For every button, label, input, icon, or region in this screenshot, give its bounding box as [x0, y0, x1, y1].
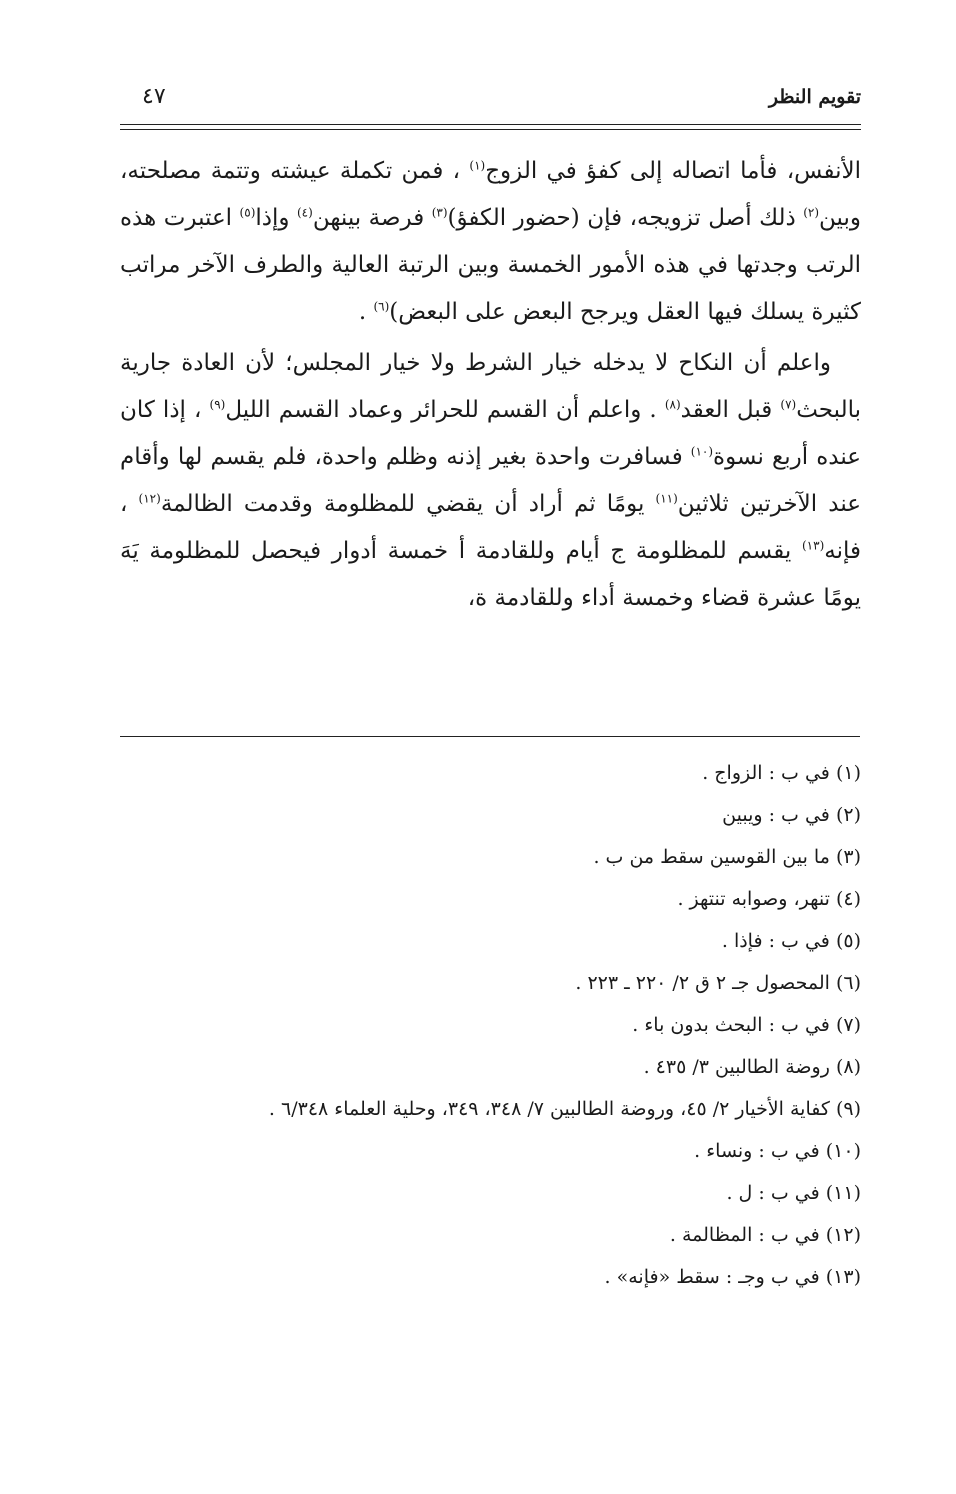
footnote-number: (١): [835, 762, 861, 784]
footnote-separator: [120, 736, 860, 737]
footnote-text: في ب : ل .: [726, 1182, 820, 1204]
footnote-number: (٥): [835, 930, 861, 952]
footnote-ref-8[interactable]: (٨): [664, 397, 681, 412]
text-run: ، إذا كان عنده أربع نسوة: [120, 397, 861, 470]
footnote-text: في ب : المظالمة .: [669, 1224, 820, 1246]
footnote-text: روضة الطالبين ٣/ ٤٣٥ .: [643, 1056, 830, 1078]
footnote-number: (١٣): [825, 1266, 861, 1288]
text-run: فسافرت واحدة بغير إذنه وظلم واحدة، فلم يقسم لها وأقام عند الآخرتين ثلاثين: [120, 444, 862, 517]
footnote-number: (٧): [835, 1014, 861, 1036]
text-run: ، فمن تكملة عيشته وتتمة مصلحته، وبين: [120, 158, 861, 231]
paragraph-2: [120, 340, 861, 622]
footnote-text: ما بين القوسين سقط من ب .: [593, 846, 830, 868]
footnote-text: كفاية الأخيار ٢/ ٤٥، وروضة الطالبين ٧/ ٣٤٨، ٣٤٩، وحلية العلماء ٦/٣٤٨ .: [268, 1098, 830, 1120]
footnote-text: في ب : فإذا .: [721, 930, 830, 952]
text-run: قبل العقد: [680, 397, 781, 423]
text-run: .: [358, 299, 374, 325]
footnote-ref-2[interactable]: (٢): [803, 205, 820, 220]
text-run: فرصة بينهن: [312, 205, 432, 231]
footnote-number: (٨): [835, 1056, 861, 1078]
text-run: وإذا: [255, 205, 297, 231]
footnote-text: في ب : ويبين: [722, 804, 830, 826]
text-run: يقسم للمظلومة ج أيام وللقادمة أ خمسة أدوار فيحصل للمظلومة يَهَ يومًا عشرة قضاء وخمسة أداء وللقادمة ة،: [120, 538, 861, 611]
running-title: تقويم النظر: [768, 86, 861, 108]
text-run: الأنفس، فأما اتصاله إلى كفؤ في الزوج: [485, 158, 861, 184]
footnote-item: [100, 794, 861, 836]
footnote-item: [100, 1004, 861, 1046]
footnote-number: (٤): [835, 888, 861, 910]
footnote-ref-11[interactable]: (١١): [655, 491, 678, 506]
footnote-number: (١٠): [825, 1140, 861, 1162]
footnote-ref-12[interactable]: (١٢): [138, 491, 161, 506]
page-header: [120, 82, 861, 122]
text-run: ، فإنه: [120, 491, 861, 564]
text-run: يومًا ثم أراد أن يقضي للمظلومة وقدمت الظالمة: [160, 491, 656, 517]
footnote-item: [100, 920, 861, 962]
footnote-number: (١١): [825, 1182, 861, 1204]
footnote-item: [100, 752, 861, 794]
footnote-number: (٦): [835, 972, 861, 994]
footnote-text: المحصول جـ ٢ ق ٢/ ٢٢٠ ـ ٢٢٣ .: [575, 972, 830, 994]
text-run: واعلم أن النكاح لا يدخله خيار الشرط ولا خيار المجلس؛ لأن العادة جارية بالبحث: [120, 350, 861, 423]
footnote-number: (٣): [835, 846, 861, 868]
footnote-ref-4[interactable]: (٤): [296, 205, 313, 220]
footnote-item: [100, 1214, 861, 1256]
footnote-text: تنهر، وصوابه تنتهز .: [677, 888, 830, 910]
footnote-ref-10[interactable]: (١٠): [690, 444, 714, 459]
header-rule-top: [120, 124, 861, 125]
footnote-item: [100, 1046, 861, 1088]
footnote-item: [100, 962, 861, 1004]
page-number: ٤٧: [142, 84, 166, 109]
footnote-text: في ب وجـ : سقط «فإنه» .: [604, 1266, 820, 1288]
footnote-ref-13[interactable]: (١٣): [801, 538, 825, 553]
footnote-item: [100, 836, 861, 878]
footnote-text: في ب : البحث بدون باء .: [632, 1014, 830, 1036]
footnote-ref-5[interactable]: (٥): [239, 205, 256, 220]
footnote-item: [100, 1130, 861, 1172]
text-run: اعتبرت هذه الرتب وجدتها في هذه الأمور الخمسة وبين الرتبة العالية والطرف الآخر مراتب كثيرة يسلك فيها العقل ويرجح البعض على البعض): [120, 205, 861, 325]
footnote-number: (١٢): [825, 1224, 861, 1246]
main-text: [120, 148, 861, 626]
footnote-ref-1[interactable]: (١): [469, 158, 486, 173]
footnote-text: في ب : ونساء .: [694, 1140, 820, 1162]
footnote-ref-6[interactable]: (٦): [373, 299, 390, 314]
footnote-number: (٩): [835, 1098, 861, 1120]
paragraph-1: [120, 148, 861, 336]
text-run: ذلك أصل تزويجه، فإن (حضور الكفؤ): [447, 205, 804, 231]
footnote-ref-9[interactable]: (٩): [209, 397, 226, 412]
text-run: . واعلم أن القسم للحرائر وعماد القسم الليل: [225, 397, 665, 423]
footnotes-list: [100, 752, 861, 1298]
footnote-item: [100, 1172, 861, 1214]
footnote-item: [100, 1088, 861, 1130]
footnote-ref-3[interactable]: (٣): [431, 205, 448, 220]
footnote-item: [100, 878, 861, 920]
footnote-number: (٢): [835, 804, 861, 826]
footnote-text: في ب : الزواج .: [702, 762, 830, 784]
footnote-item: [100, 1256, 861, 1298]
footnote-ref-7[interactable]: (٧): [780, 397, 797, 412]
header-rule-bottom: [120, 129, 861, 130]
